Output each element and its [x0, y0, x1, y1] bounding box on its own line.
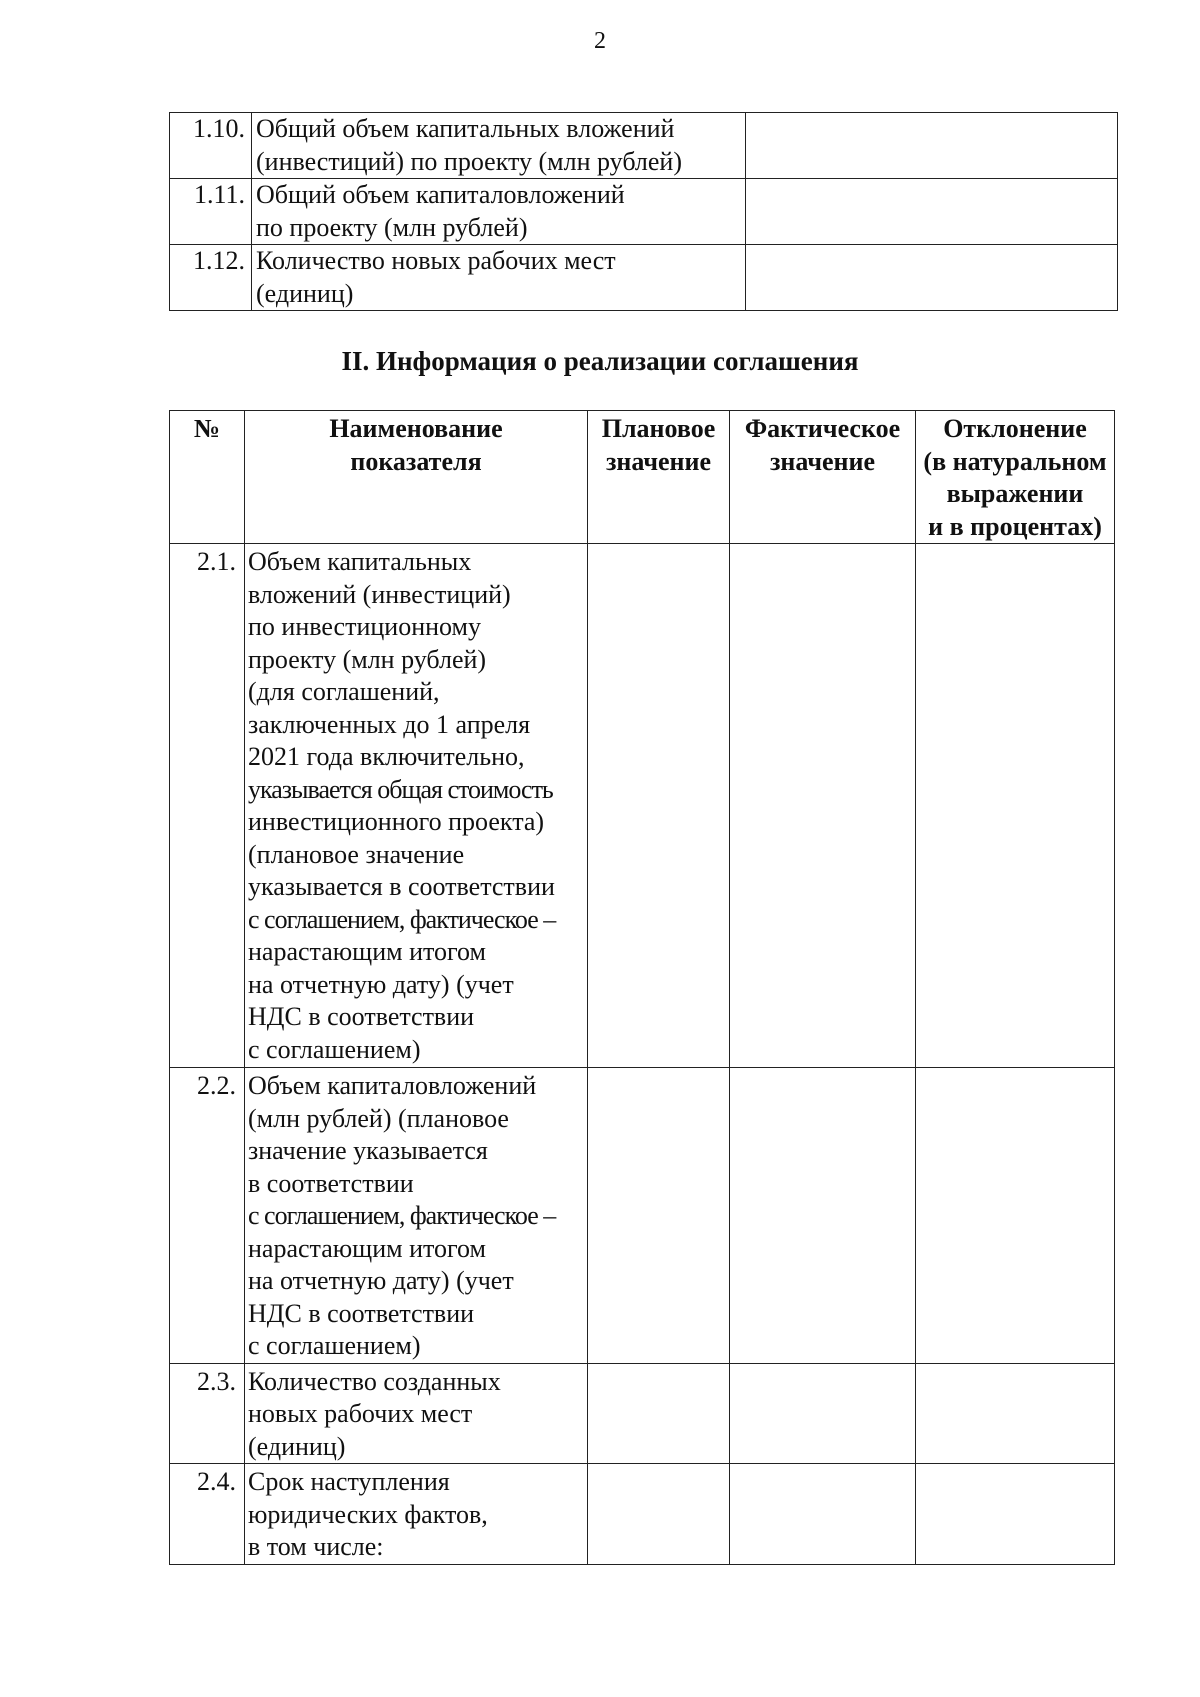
value-cell[interactable] [746, 113, 1118, 179]
row-number: 1.12. [170, 245, 252, 311]
label-line: Количество новых рабочих мест [256, 246, 616, 275]
header-line: Наименование [329, 414, 503, 443]
header-number: № [170, 411, 245, 544]
label-line: на отчетную дату) (учет [248, 969, 514, 999]
header-line: выражении [946, 479, 1084, 508]
label-line: НДС в соответствии [248, 1298, 475, 1328]
label-line: (для соглашений, [248, 677, 440, 706]
row-number: 1.10. [170, 113, 252, 179]
label-line: Объем капиталовложений [248, 1071, 537, 1100]
section-title: II. Информация о реализации соглашения [341, 346, 859, 376]
table-row [170, 113, 1118, 179]
row-number: 2.2. [170, 1068, 245, 1364]
header-line: Плановое [601, 414, 716, 443]
label-line: с соглашением, фактическое – [248, 904, 556, 934]
header-deviation [916, 411, 1115, 544]
label-line: значение указывается [248, 1136, 488, 1165]
value-cell[interactable] [746, 245, 1118, 311]
label-line: по проекту (млн рублей) [256, 212, 528, 242]
actual-value-cell[interactable] [730, 544, 916, 1068]
label-line: юридических фактов, [248, 1499, 488, 1529]
label-line: инвестиционного проекта) [248, 807, 545, 836]
deviation-cell[interactable] [916, 544, 1115, 1068]
deviation-cell[interactable] [916, 1068, 1115, 1364]
label-line: Общий объем капиталовложений [256, 180, 625, 209]
header-line: значение [769, 446, 876, 476]
label-line: вложений (инвестиций) [248, 579, 511, 609]
deviation-cell[interactable] [916, 1464, 1115, 1565]
header-line: и в процентах) [928, 511, 1102, 541]
header-line: значение [605, 446, 712, 476]
row-number: 2.1. [170, 544, 245, 1068]
value-cell[interactable] [746, 179, 1118, 245]
project-info-table [169, 112, 1118, 311]
row-number: 1.11. [170, 179, 252, 245]
header-line: показателя [350, 446, 482, 476]
row-label [245, 1363, 588, 1464]
agreement-implementation-table [169, 410, 1115, 1565]
label-line: НДС в соответствии [248, 1002, 475, 1031]
label-line: с соглашением, фактическое – [248, 1201, 556, 1230]
header-line: (в натуральном [923, 446, 1107, 476]
table-row [170, 544, 1115, 1068]
header-actual-value [730, 411, 916, 544]
label-line: (единиц) [256, 278, 354, 308]
row-label [252, 245, 746, 311]
header-row [170, 411, 1115, 544]
row-label [245, 1464, 588, 1565]
row-number: 2.3. [170, 1363, 245, 1464]
header-planned-value [588, 411, 730, 544]
label-line: на отчетную дату) (учет [248, 1266, 514, 1295]
table-row [170, 1363, 1115, 1464]
label-line: проекту (млн рублей) [248, 644, 487, 674]
row-label [245, 544, 588, 1068]
label-line: нарастающим итогом [248, 937, 486, 966]
planned-value-cell[interactable] [588, 1363, 730, 1464]
label-line: Срок наступления [248, 1467, 450, 1496]
label-line: (плановое значение [248, 839, 465, 869]
deviation-cell[interactable] [916, 1363, 1115, 1464]
header-line: Отклонение [943, 414, 1087, 443]
label-line: (млн рублей) (плановое [248, 1103, 509, 1133]
label-line: указывается общая стоимость [248, 774, 553, 804]
actual-value-cell[interactable] [730, 1464, 916, 1565]
planned-value-cell[interactable] [588, 1068, 730, 1364]
header-line: Фактическое [744, 414, 901, 443]
row-label [252, 113, 746, 179]
planned-value-cell[interactable] [588, 1464, 730, 1565]
table-row [170, 1068, 1115, 1364]
label-line: Объем капитальных [248, 547, 472, 576]
row-label [245, 1068, 588, 1364]
label-line: Общий объем капитальных вложений [256, 114, 675, 143]
label-line: по инвестиционному [248, 612, 481, 641]
label-line: в том числе: [248, 1532, 384, 1561]
table-row [170, 179, 1118, 245]
row-label [252, 179, 746, 245]
planned-value-cell[interactable] [588, 544, 730, 1068]
actual-value-cell[interactable] [730, 1363, 916, 1464]
label-line: (инвестиций) по проекту (млн рублей) [256, 146, 682, 176]
table-row [170, 245, 1118, 311]
label-line: с соглашением) [248, 1331, 421, 1360]
label-line: 2021 года включительно, [248, 742, 525, 771]
label-line: (единиц) [248, 1431, 346, 1461]
label-line: в соответствии [248, 1168, 414, 1198]
label-line: новых рабочих мест [248, 1399, 473, 1428]
page-number: 2 [594, 28, 606, 54]
label-line: нарастающим итогом [248, 1233, 486, 1263]
row-number: 2.4. [170, 1464, 245, 1565]
label-line: указывается в соответствии [248, 872, 555, 901]
header-indicator-name [245, 411, 588, 544]
actual-value-cell[interactable] [730, 1068, 916, 1364]
label-line: Количество созданных [248, 1366, 501, 1396]
label-line: с соглашением) [248, 1034, 421, 1064]
table-row [170, 1464, 1115, 1565]
label-line: заключенных до 1 апреля [248, 709, 531, 739]
